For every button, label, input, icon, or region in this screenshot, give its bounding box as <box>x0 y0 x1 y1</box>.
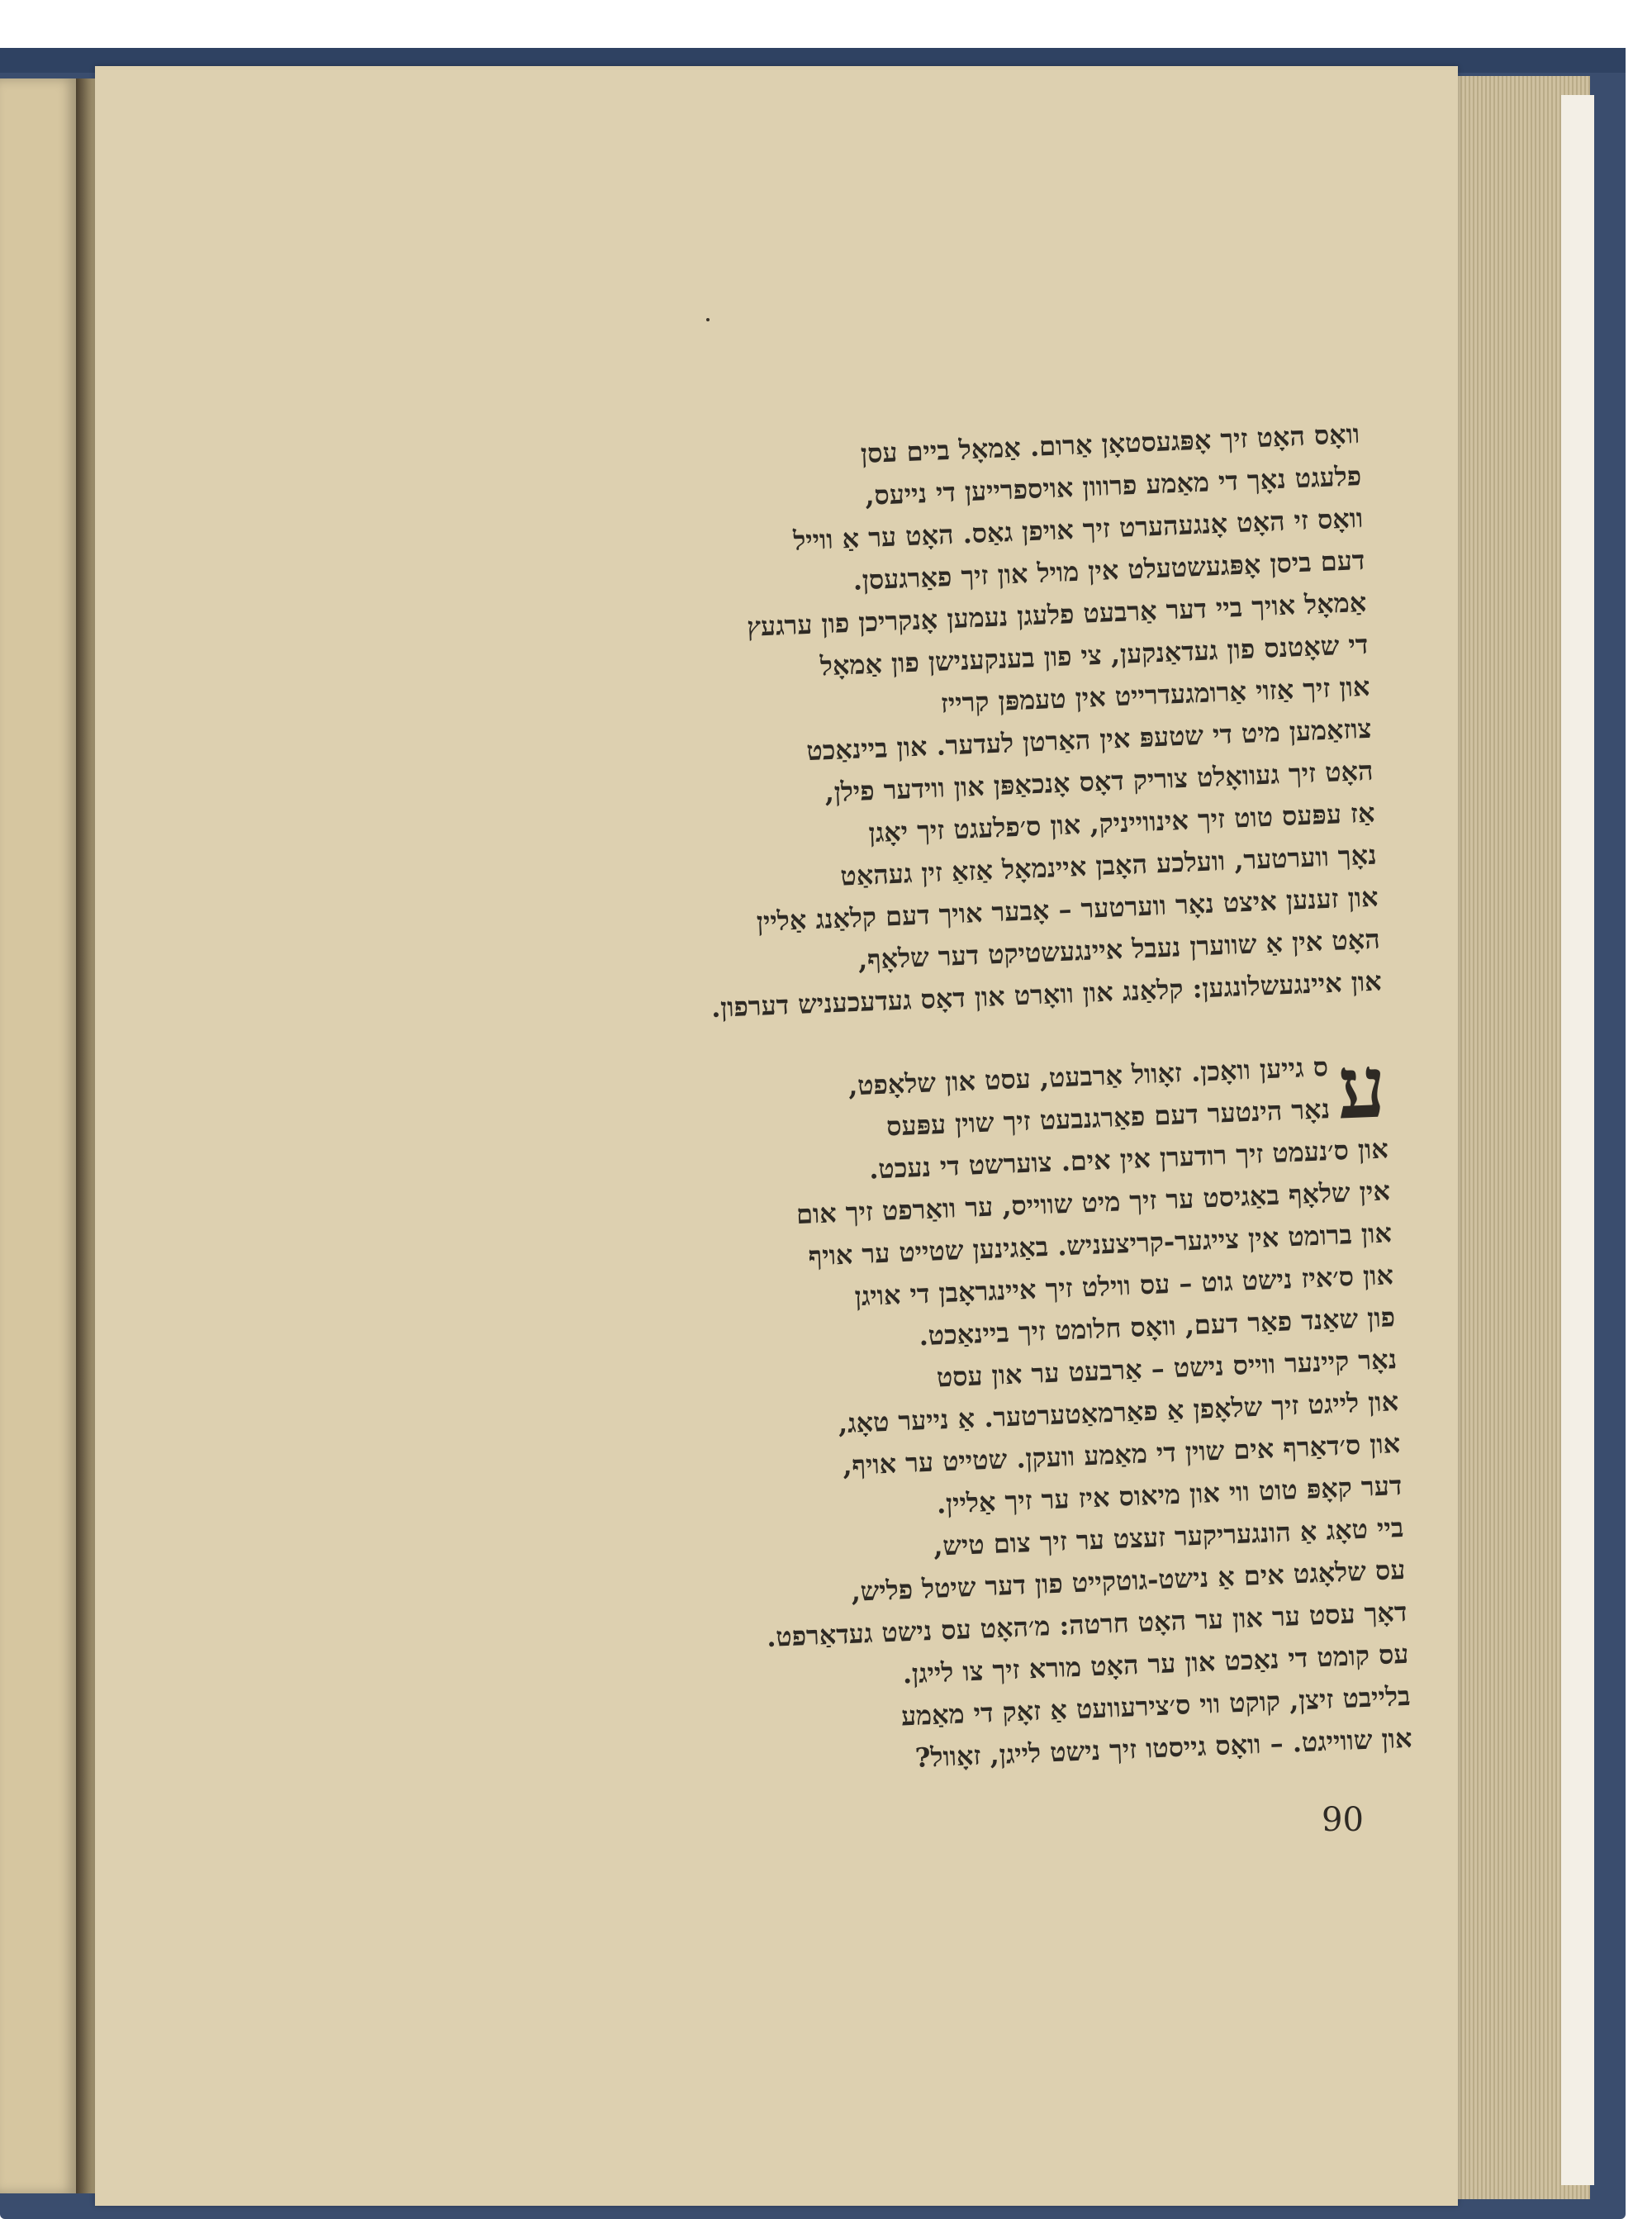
text-line: אַמאָל אויך ביי דער אַרבעט פלעגן נעמען אָנקריכן פון ערגעץ <box>746 586 1367 643</box>
paragraph-1 <box>459 413 1383 1038</box>
page-stack-edge <box>1561 95 1594 2185</box>
book-page <box>95 66 1458 2206</box>
text-line: און ס׳איז נישט גוט – עס ווילט זיך איינגראָבן די אויגן <box>853 1259 1394 1313</box>
text-line: עס קומט די נאַכט און ער האָט מורא זיך צו לייגן. <box>902 1637 1410 1690</box>
text-line: האָט זיך געוואָלט צוריק דאָס אָנכאַפּן און ווידער פילן, <box>824 754 1374 809</box>
page-number: 90 <box>1322 1801 1364 1839</box>
page-text <box>459 413 1413 1795</box>
text-line: די שאָטנס פון געדאַנקען, צי פון בענקענישן פון אַמאָל <box>819 628 1369 682</box>
ink-speck <box>706 318 710 321</box>
text-line: עס שלאָגט אים אַ נישט-גוטקייט פון דער שיטל פליש, <box>850 1553 1406 1608</box>
text-line: פלעגט נאָך די מאַמע פרווון אויספרייען די נייעס, <box>864 459 1362 512</box>
text-line: און שווייגט. – וואָס גייסטו זיך נישט לייגן, זאָוול? <box>914 1722 1413 1774</box>
text-line: וואָס זי האָט אָנגעהערט זיך אויפן גאַס. האָט ער אַ ווייל <box>792 501 1364 557</box>
text-line: ס גייען וואָכן. זאָוול אַרבעט, עסט און שלאָפט, <box>847 1051 1329 1102</box>
text-line: און לייגט זיך שלאָפן אַ פאַרמאַטערטער. אַ נייער טאָג, <box>838 1385 1399 1440</box>
left-page <box>0 78 76 2193</box>
text-line: פון שאַנד פאַר דעם, וואָס חלומט זיך ביינאַכט. <box>918 1301 1396 1352</box>
text-line: צוזאַמען מיט די שטעפּ אין האַרטן לעדער. און ביינאַכט <box>805 712 1373 767</box>
text-line: און זענען איצט נאָר ווערטער – אָבער אויך דעם קלאַנג אַליין <box>756 881 1379 938</box>
text-line: דער קאָפּ טוט ווי און מיאוס איז ער זיך אַליין. <box>936 1469 1403 1520</box>
text-line: דעם ביסן אָפּגעשטעלט אין מויל און זיך פאַרגעסן. <box>852 544 1365 596</box>
text-line: אַז עפּעס טוט זיך אינווייניק, און ס׳פלעגט זיך יאָגן <box>867 796 1376 849</box>
text-line: נאָר הינטער דעם פאַרגנבעט זיך שוין עפּעס <box>885 1093 1331 1143</box>
text-line: וואָס האָט זיך אָפּגעסטאָן אַרום. אַמאָל ביים עסן <box>860 417 1360 470</box>
text-line: דאָך עסט ער און ער האָט חרטה: מ׳האָט עס נישט געדאַרפט. <box>766 1595 1408 1653</box>
text-line: און ס׳דאַרף אים שוין די מאַמע וועקן. שטייט ער אויף, <box>842 1428 1401 1482</box>
text-line: נאָר קיינער ווייס נישט – אַרבעט ער און עסט <box>936 1343 1398 1394</box>
text-line: האָט אין אַ שווערן נעבל איינגעשטיקט דער שלאָף, <box>857 923 1381 976</box>
text-line: נאָך ווערטער, וועלכע האָבן איינמאָל אַזאַ זין געהאַט <box>839 839 1378 892</box>
text-line: און איינגעשלונגען: קלאַנג און וואָרט און דאָס געדעכעניש דערפון. <box>710 965 1383 1024</box>
text-line: ביי טאָג אַ הונגעריקער זעצט ער זיך צום טיש, <box>933 1511 1404 1562</box>
text-line: און ברומט אין צייגער-קריצעניש. באַגינען שטייט ער אויף <box>807 1217 1393 1272</box>
text-line: אין שלאָף באַגיסט ער זיך מיט שווייס, ער וואַרפט זיך אום <box>795 1175 1391 1231</box>
text-line: בלייבט זיצן, קוקט ווי ס׳צירעוועט אַ זאָק די מאַמע <box>900 1680 1412 1732</box>
drop-cap: ע <box>1335 1035 1389 1139</box>
text-line: און ס׳נעמט זיך רודערן אין אים. צוערשט די נעכט. <box>868 1133 1389 1186</box>
text-line: און זיך אַזוי אַרומגעדרייט אין טעמפּן קרייז <box>940 670 1371 720</box>
paragraph-2 <box>485 1035 1413 1795</box>
